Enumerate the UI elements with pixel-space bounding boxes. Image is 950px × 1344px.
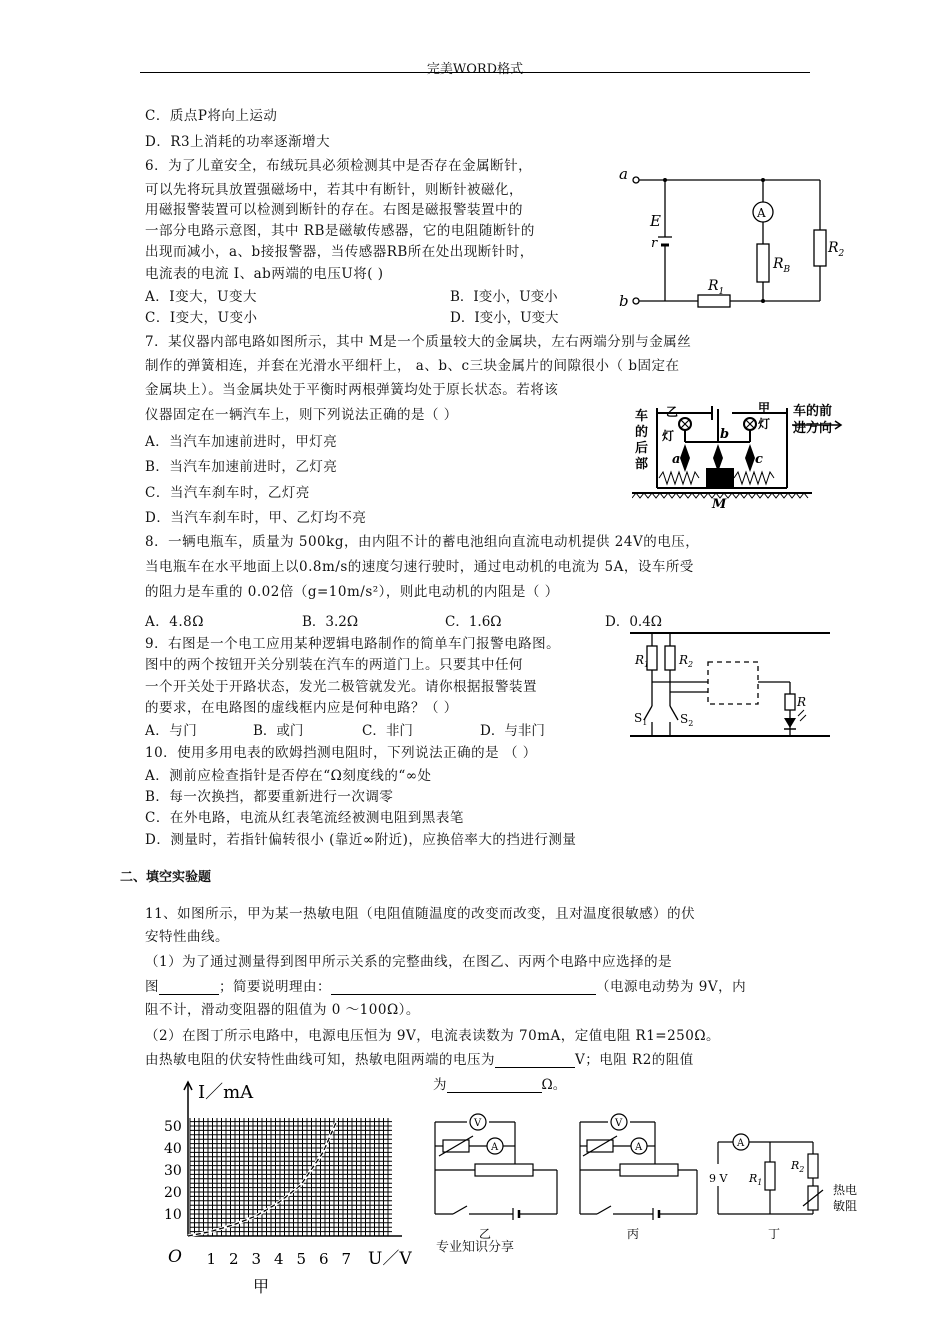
terminal-b-label: b <box>619 292 629 310</box>
q7-text-4: 仪器固定在一辆汽车上，则下列说法正确的是（ ） <box>145 407 458 423</box>
terminal-a-label: a <box>619 165 628 183</box>
q7-option-a: A．当汽车加速前进时，甲灯亮 <box>145 434 338 450</box>
q10-option-a: A．测前应检查指针是否停在“Ω刻度线的“∞处 <box>145 768 432 784</box>
q8-option-d: D．0.4Ω <box>605 614 662 630</box>
q6-text-5: 出现而减小，a、b接报警器，当传感器RB所在处出现断针时， <box>145 244 534 260</box>
ding-r1-label: $R_1$ <box>749 1172 763 1187</box>
origin-label: O <box>168 1247 182 1267</box>
x-tick-label: 4 <box>274 1250 284 1268</box>
y-tick-label: 20 <box>164 1185 182 1201</box>
q10-option-b: B．每一次换挡，都要重新进行一次调零 <box>145 789 394 805</box>
q6-option-b: B．I变小，U变小 <box>450 289 558 305</box>
q8-text-2: 当电瓶车在水平地面上以0.8m/s的速度匀速行驶时，通过电动机的电流为 5A，设车所受 <box>145 559 694 575</box>
magnetic-alarm-circuit <box>612 160 852 320</box>
lamp-jia-label: 甲灯 <box>758 401 771 431</box>
x-tick-label: 1 <box>206 1250 217 1268</box>
rear-label: 车的后部 <box>635 409 649 472</box>
forward-direction-label: 车的前进方向 <box>793 404 833 436</box>
r1-label: $R_1$ <box>635 653 650 669</box>
q11-part1-note: 阻不计，滑动变阻器的阻值为 0 ～100Ω）。 <box>145 1002 420 1018</box>
q9-option-d: D．与非门 <box>480 723 545 739</box>
x-tick-label: 2 <box>229 1250 239 1268</box>
section-title: 二、填空实验题 <box>120 870 212 885</box>
q7-option-d: D．当汽车刹车时，甲、乙灯均不亮 <box>145 510 367 526</box>
r1-label: $R_1$ <box>708 278 725 297</box>
q9-text-2: 图中的两个按钮开关分别装在汽车的两道门上。只要其中任何 <box>145 657 523 673</box>
yi-voltmeter-label: V <box>474 1118 482 1129</box>
answer-blank-voltage[interactable] <box>495 1053 575 1068</box>
q8-text-3: 的阻力是车重的 0.02倍（g=10m/s²），则此电动机的内阻是（ ） <box>145 584 559 600</box>
page-header: 完美WORD格式 <box>426 62 524 77</box>
lamp-yi-label: 乙灯 <box>662 405 679 443</box>
bing-ammeter-label: A <box>635 1142 643 1153</box>
chart-caption: 甲 <box>253 1277 270 1296</box>
y-tick-label: 10 <box>164 1207 182 1223</box>
q8-option-a: A．4.8Ω <box>145 614 204 630</box>
r2-label: $R_2$ <box>679 653 694 669</box>
y-axis-label: I／mA <box>198 1082 254 1103</box>
door-alarm-circuit <box>630 626 832 744</box>
q11-text-2: 安特性曲线。 <box>145 929 229 945</box>
ding-r2-label: $R_2$ <box>791 1159 805 1174</box>
q11-part2-text: （2）在图丁所示电路中，电源电压恒为 9V，电流表读数为 70mA，定值电阻 R1=250Ω。 <box>145 1028 721 1044</box>
q5-option-c: C．质点P将向上运动 <box>145 108 278 124</box>
x-tick-label: 5 <box>296 1250 307 1268</box>
q6-option-c: C．I变大，U变小 <box>145 310 258 326</box>
q10-text: 10．使用多用电表的欧姆挡测电阻时，下列说法正确的是 （ ） <box>145 745 537 761</box>
bing-caption: 丙 <box>627 1227 640 1241</box>
q10-option-d: D．测量时，若指针偏转很小 (靠近∞附近)，应换倍率大的挡进行测量 <box>145 832 577 848</box>
q6-text-6: 电流表的电流 I、ab两端的电压U将( ) <box>145 266 384 282</box>
ammeter-label: A <box>757 206 766 220</box>
q9-option-c: C．非门 <box>362 723 413 739</box>
thermistor-label: 热电敏阻 <box>833 1183 858 1213</box>
measurement-circuits <box>425 1106 885 1246</box>
internal-resistance-label: r <box>651 236 658 251</box>
emf-label: E <box>650 212 661 230</box>
yi-ammeter-label: A <box>491 1142 499 1153</box>
q9-option-b: B．或门 <box>253 723 304 739</box>
header-rule <box>140 72 810 73</box>
q6-option-d: D．I变小，U变大 <box>450 310 559 326</box>
q6-option-a: A．I变大，U变大 <box>145 289 257 305</box>
y-tick-label: 50 <box>164 1119 182 1135</box>
q11-part1-line: 图 ；简要说明理由： （电源电动势为 9V，内 <box>145 979 747 995</box>
q7-option-c: C．当汽车刹车时，乙灯亮 <box>145 485 310 501</box>
ding-ammeter-label: A <box>737 1138 745 1149</box>
r-label: R <box>797 695 807 709</box>
contact-b-label: b <box>720 427 730 442</box>
q6-text-2: 可以先将玩具放置强磁场中，若其中有断针，则断针被磁化， <box>145 182 523 198</box>
q9-text-3: 一个开关处于开路状态，发光二极管就发光。请你根据报警装置 <box>145 679 537 695</box>
q6-text-4: 一部分电路示意图，其中 RB是磁敏传感器，它的电阻随断针的 <box>145 223 535 239</box>
q7-text-1: 7．某仪器内部电路如图所示，其中 M是一个质量较大的金属块，左右两端分别与金属丝 <box>145 334 692 350</box>
q7-text-2: 制作的弹簧相连，并套在光滑水平细杆上， a、b、c三块金属片的间隙很小（ b固定在 <box>145 358 680 374</box>
answer-blank-resistance[interactable] <box>447 1078 542 1093</box>
yi-caption: 乙 <box>479 1227 492 1241</box>
s1-label: $S_1$ <box>634 711 648 727</box>
x-tick-label: 6 <box>319 1250 329 1268</box>
s2-label: $S_2$ <box>680 712 694 728</box>
q9-text-1: 9．右图是一个电工应用某种逻辑电路制作的简单车门报警电路图。 <box>145 636 561 652</box>
x-axis-label: U／V <box>368 1249 412 1269</box>
mass-m-label: M <box>712 497 727 510</box>
r2-label: $R_2$ <box>828 240 845 259</box>
page-footer: 专业知识分享 <box>435 1240 514 1255</box>
ding-source-label: 9 V <box>709 1172 728 1185</box>
chart-grid <box>190 1118 392 1236</box>
contact-a-label: a <box>672 452 681 467</box>
q11-part1-text: （1）为了通过测量得到图甲所示关系的完整曲线，在图乙、丙两个电路中应选择的是 <box>145 954 673 970</box>
q8-option-c: C．1.6Ω <box>445 614 502 630</box>
rb-label: $R_B$ <box>773 256 791 275</box>
x-tick-label: 3 <box>251 1250 262 1268</box>
contact-c-label: c <box>755 452 763 467</box>
iv-curve-chart <box>160 1078 430 1298</box>
q6-text-3: 用磁报警装置可以检测到断针的存在。右图是磁报警装置中的 <box>145 202 523 218</box>
q11-part2-line2: 为 Ω。 <box>433 1077 567 1093</box>
answer-blank-reason[interactable] <box>331 980 596 995</box>
acceleration-sensor-diagram <box>632 398 844 510</box>
q11-text-1: 11、如图所示，甲为某一热敏电阻（电阻值随温度的改变而改变，且对温度很敏感）的伏 <box>145 906 696 922</box>
x-tick-label: 7 <box>341 1250 352 1268</box>
q5-option-d: D．R3上消耗的功率逐渐增大 <box>145 134 331 150</box>
bing-voltmeter-label: V <box>615 1118 623 1129</box>
q9-text-4: 的要求，在电路图的虚线框内应是何种电路？（ ） <box>145 700 458 716</box>
answer-blank-figure[interactable] <box>159 980 219 995</box>
y-tick-label: 40 <box>164 1141 182 1157</box>
y-tick-label: 30 <box>164 1163 182 1179</box>
q8-text-1: 8．一辆电瓶车，质量为 500kg，由内阻不计的蓄电池组向直流电动机提供 24V的电压， <box>145 534 700 550</box>
ding-caption: 丁 <box>768 1227 781 1241</box>
q7-option-b: B．当汽车加速前进时，乙灯亮 <box>145 459 338 475</box>
q10-option-c: C．在外电路，电流从红表笔流经被测电阻到黑表笔 <box>145 810 464 826</box>
q7-text-3: 金属块上）。当金属块处于平衡时两根弹簧均处于原长状态。若将该 <box>145 382 559 398</box>
q11-part2-line: 由热敏电阻的伏安特性曲线可知，热敏电阻两端的电压为 V；电阻 R2的阻值 <box>145 1052 694 1068</box>
q9-option-a: A．与门 <box>145 723 198 739</box>
q8-option-b: B．3.2Ω <box>302 614 359 630</box>
q6-text-1: 6．为了儿童安全，布绒玩具必须检测其中是否存在金属断针， <box>145 158 533 174</box>
